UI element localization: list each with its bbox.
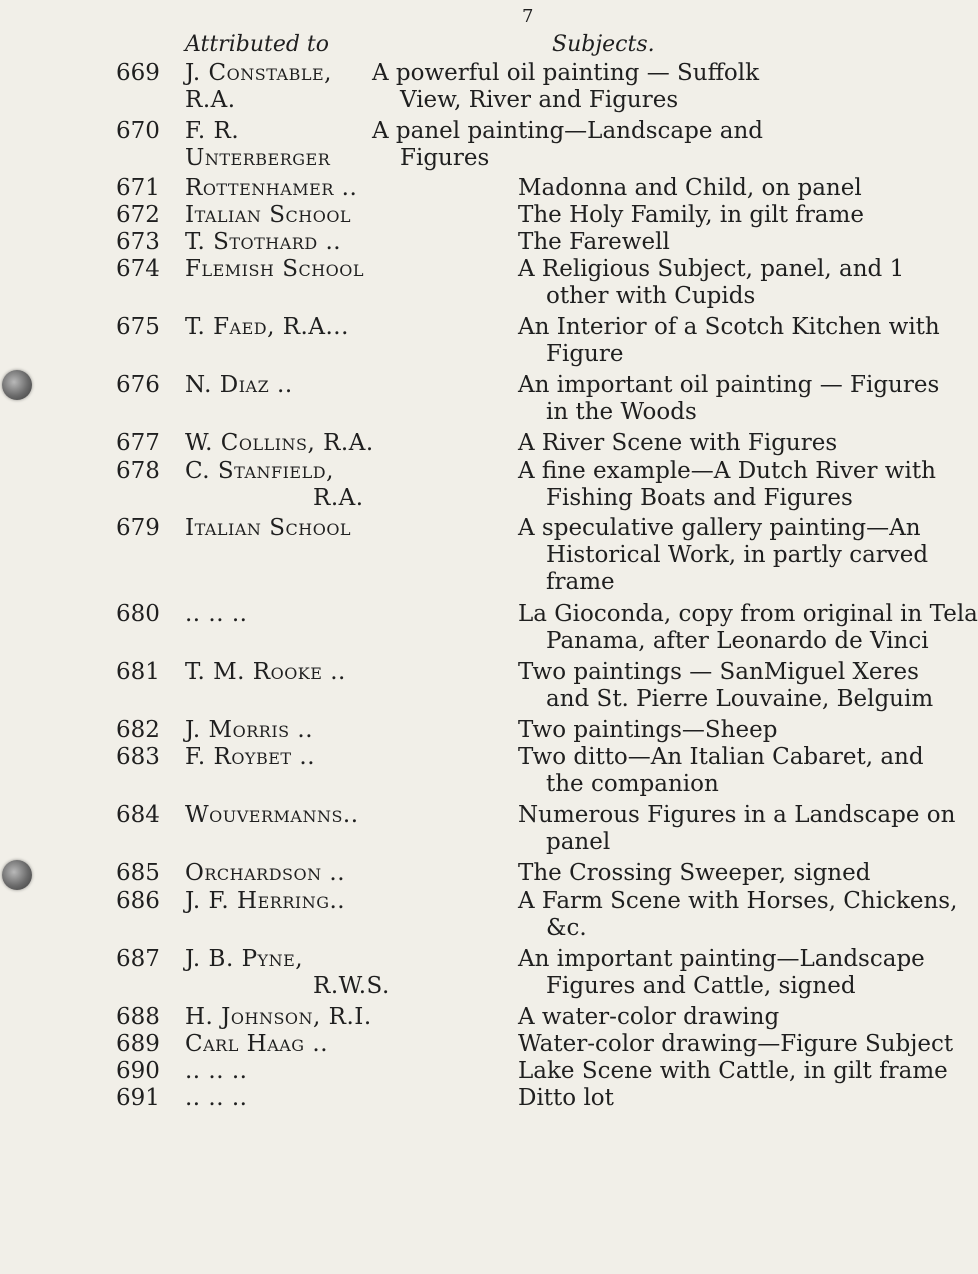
lot-artist: Flemish School xyxy=(185,256,365,282)
lot-subject: A powerful oil painting — Suffolk View, River and Figures xyxy=(372,60,760,113)
lot-artist: Carl Haag .. xyxy=(185,1031,329,1057)
lot-subject: The Farewell xyxy=(518,229,670,255)
lot-subject: The Crossing Sweeper, signed xyxy=(518,860,871,886)
lot-subject: Two paintings—Sheep xyxy=(518,717,778,743)
lot-number: 679 xyxy=(116,515,160,541)
lot-number: 687 xyxy=(116,946,160,972)
lot-artist: J. Constable, R.A. xyxy=(185,60,332,113)
lot-artist: J. B. Pyne, R.W.S. xyxy=(185,946,390,999)
lot-subject: A speculative gallery painting—An Historical Work, in partly carved frame xyxy=(518,515,929,595)
lot-subject: Water-color drawing—Figure Subject xyxy=(518,1031,954,1057)
lot-number: 671 xyxy=(116,175,160,201)
lot-subject: La Gioconda, copy from original in Tela Panama, after Leonardo de Vinci xyxy=(518,601,978,654)
lot-number: 680 xyxy=(116,601,160,627)
lot-number: 689 xyxy=(116,1031,160,1057)
lot-number: 676 xyxy=(116,372,160,398)
lot-subject: An Interior of a Scotch Kitchen with Figure xyxy=(518,314,940,367)
lot-artist: C. Stanfield, R.A. xyxy=(185,458,364,511)
lot-number: 677 xyxy=(116,430,160,456)
lot-artist: Rottenhamer .. xyxy=(185,175,358,201)
lot-number: 669 xyxy=(116,60,160,86)
lot-number: 685 xyxy=(116,860,160,886)
lot-number: 670 xyxy=(116,118,160,144)
header-subjects: Subjects. xyxy=(552,32,655,57)
lot-artist: F. R. Unterberger xyxy=(185,118,331,171)
lot-subject: Lake Scene with Cattle, in gilt frame xyxy=(518,1058,948,1084)
binder-hole-top xyxy=(2,370,32,400)
lot-artist: .. .. .. xyxy=(185,1058,248,1084)
lot-artist: Wouvermanns.. xyxy=(185,802,359,828)
lot-artist: .. .. .. xyxy=(185,601,248,627)
lot-subject: An important painting—Landscape Figures and Cattle, signed xyxy=(518,946,925,999)
lot-number: 683 xyxy=(116,744,160,770)
lot-subject: A Religious Subject, panel, and 1 other with Cupids xyxy=(518,256,905,309)
lot-artist: T. M. Rooke .. xyxy=(185,659,346,685)
lot-subject: Ditto lot xyxy=(518,1085,614,1111)
lot-number: 682 xyxy=(116,717,160,743)
lot-subject: Madonna and Child, on panel xyxy=(518,175,862,201)
lot-subject: A Farm Scene with Horses, Chickens, &c. xyxy=(518,888,958,941)
lot-subject: A panel painting—Landscape and Figures xyxy=(372,118,763,171)
lot-subject: A water-color drawing xyxy=(518,1004,780,1030)
lot-subject: Two paintings — SanMiguel Xeres and St. Pierre Louvaine, Belguim xyxy=(518,659,934,712)
lot-artist: J. F. Herring.. xyxy=(185,888,346,914)
lot-number: 686 xyxy=(116,888,160,914)
lot-artist: .. .. .. xyxy=(185,1085,248,1111)
lot-number: 673 xyxy=(116,229,160,255)
lot-number: 674 xyxy=(116,256,160,282)
lot-number: 672 xyxy=(116,202,160,228)
lot-number: 681 xyxy=(116,659,160,685)
lot-subject: The Holy Family, in gilt frame xyxy=(518,202,864,228)
lot-artist: Italian School xyxy=(185,202,352,228)
lot-number: 675 xyxy=(116,314,160,340)
lot-number: 691 xyxy=(116,1085,160,1111)
lot-artist: N. Diaz .. xyxy=(185,372,293,398)
lot-artist: J. Morris .. xyxy=(185,717,314,743)
lot-number: 684 xyxy=(116,802,160,828)
lot-artist: F. Roybet .. xyxy=(185,744,316,770)
lot-subject: A River Scene with Figures xyxy=(518,430,838,456)
page-number: 7 xyxy=(522,6,534,27)
lot-artist: T. Faed, R.A... xyxy=(185,314,349,340)
lot-subject: A fine example—A Dutch River with Fishing Boats and Figures xyxy=(518,458,936,511)
lot-number: 678 xyxy=(116,458,160,484)
lot-subject: Two ditto—An Italian Cabaret, and the companion xyxy=(518,744,924,797)
lot-artist: Orchardson .. xyxy=(185,860,346,886)
header-attributed: Attributed to xyxy=(185,32,330,57)
lot-subject: Numerous Figures in a Landscape on panel xyxy=(518,802,956,855)
lot-number: 688 xyxy=(116,1004,160,1030)
lot-artist: H. Johnson, R.I. xyxy=(185,1004,372,1030)
lot-number: 690 xyxy=(116,1058,160,1084)
lot-artist: W. Collins, R.A. xyxy=(185,430,374,456)
lot-artist: Italian School xyxy=(185,515,352,541)
binder-hole-bottom xyxy=(2,860,32,890)
lot-subject: An important oil painting — Figures in the Woods xyxy=(518,372,940,425)
lot-artist: T. Stothard .. xyxy=(185,229,342,255)
